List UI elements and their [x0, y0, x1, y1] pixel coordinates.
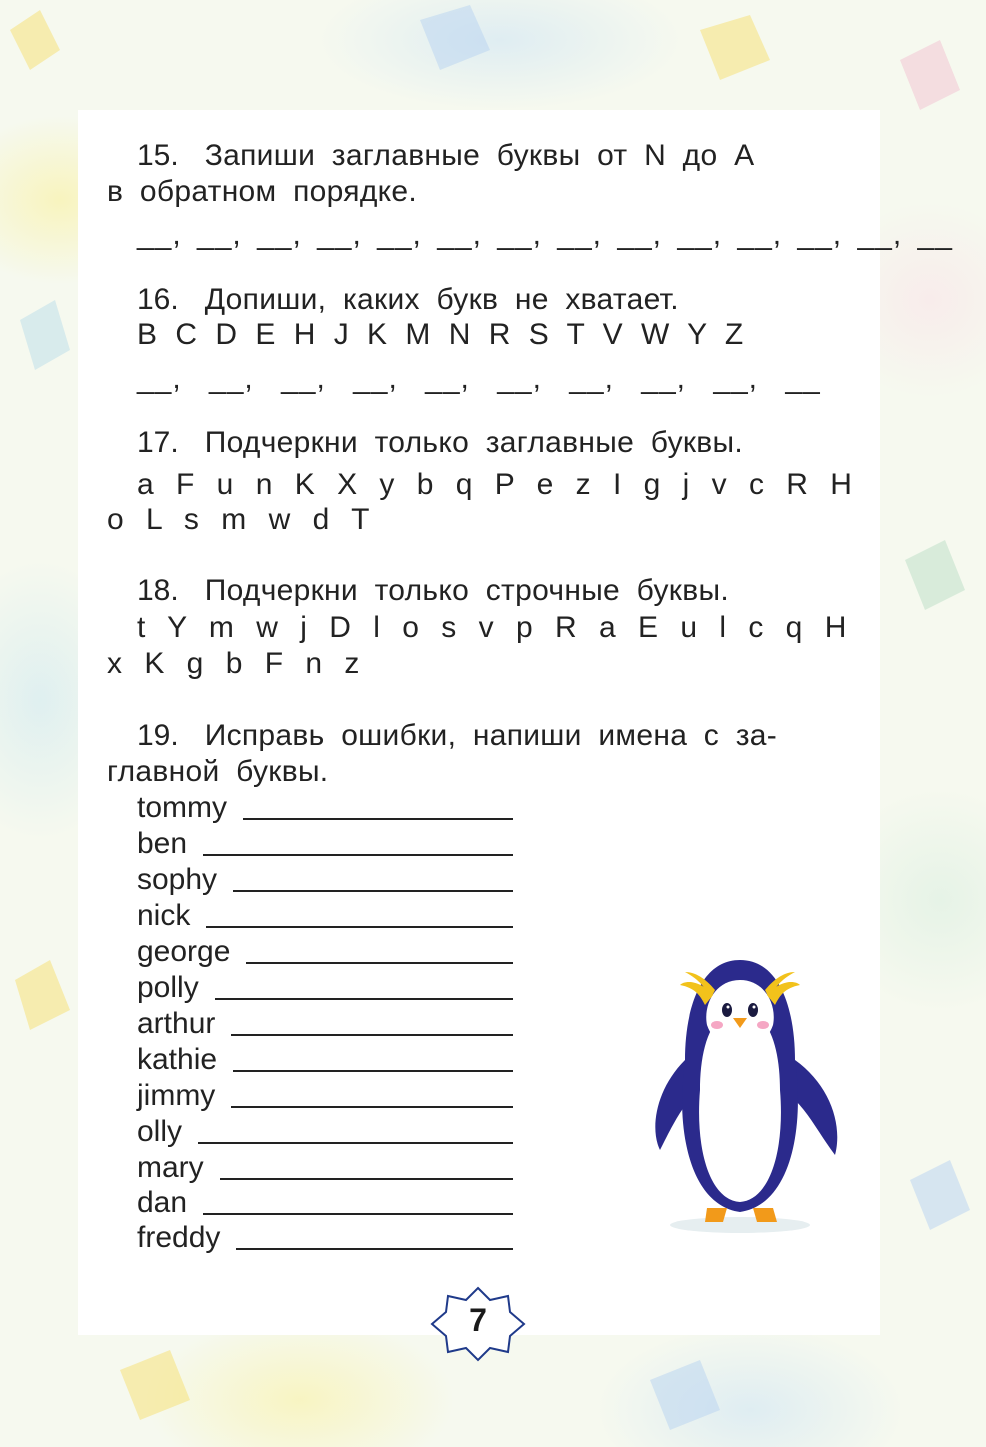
- task-16-letters: B C D E H J K M N R S T V W Y Z: [137, 318, 744, 351]
- task-18-number: 18.: [137, 574, 179, 607]
- name-label: dan: [137, 1186, 188, 1219]
- answer-line[interactable]: [198, 1142, 513, 1144]
- task-18-instruction: [107, 573, 852, 609]
- name-row: [137, 862, 513, 896]
- task-19-text-line1: Исправь ошибки, напиши имена с за-: [204, 719, 778, 752]
- answer-line[interactable]: [206, 926, 513, 928]
- name-row: [137, 1185, 513, 1219]
- task-18-letters-line2[interactable]: x K g b F n z: [107, 647, 360, 680]
- name-row: [137, 826, 513, 860]
- task-17-number: 17.: [137, 426, 179, 459]
- task-17-instruction: [107, 425, 852, 461]
- name-row: [137, 1042, 513, 1076]
- answer-line[interactable]: [203, 854, 513, 856]
- name-label: ben: [137, 827, 188, 860]
- name-row: [137, 1220, 513, 1254]
- name-row: [137, 934, 513, 968]
- task-18-text: Подчеркни только строчные буквы.: [204, 574, 729, 607]
- task-16-text: Допиши, каких букв не хватает.: [204, 283, 679, 316]
- page-number: 7: [469, 1302, 487, 1338]
- answer-line[interactable]: [231, 1106, 513, 1108]
- name-label: tommy: [137, 791, 227, 824]
- task-17-text: Подчеркни только заглавные буквы.: [204, 426, 744, 459]
- task-15-answer-blanks[interactable]: __, __, __, __, __, __, __, __, __, __, __, __, __, __: [137, 218, 953, 251]
- name-label: jimmy: [137, 1079, 216, 1112]
- name-label: sophy: [137, 863, 218, 896]
- answer-line[interactable]: [236, 1248, 513, 1250]
- answer-line[interactable]: [220, 1178, 513, 1180]
- task-16-answer-blanks[interactable]: __, __, __, __, __, __, __, __, __, __: [137, 362, 821, 395]
- name-label: george: [137, 935, 231, 968]
- answer-line[interactable]: [246, 962, 513, 964]
- task-18-letters-line1[interactable]: t Y m w j D l o s v p R a E u l c q H: [137, 611, 847, 644]
- task-15-instruction: [107, 138, 852, 210]
- name-label: freddy: [137, 1221, 221, 1254]
- task-16-number: 16.: [137, 283, 179, 316]
- task-17-letters-line1[interactable]: a F u n K X y b q P e z I g j v c R H: [137, 468, 852, 501]
- task-15-number: 15.: [137, 139, 179, 172]
- task-19-text-line2: главной буквы.: [107, 755, 329, 788]
- name-label: nick: [137, 899, 191, 932]
- answer-line[interactable]: [243, 818, 513, 820]
- name-row: [137, 970, 513, 1004]
- task-19-number: 19.: [137, 719, 179, 752]
- name-row: [137, 790, 513, 824]
- name-row: [137, 1006, 513, 1040]
- name-row: [137, 1114, 513, 1148]
- task-17-letters-line2[interactable]: o L s m w d T: [107, 503, 370, 536]
- name-row: [137, 1150, 513, 1184]
- answer-line[interactable]: [231, 1034, 513, 1036]
- answer-line[interactable]: [215, 998, 513, 1000]
- answer-line[interactable]: [233, 1070, 513, 1072]
- task-15-text-line2: в обратном порядке.: [107, 175, 418, 208]
- task-16-instruction: [107, 282, 852, 318]
- name-label: polly: [137, 971, 199, 1004]
- answer-line[interactable]: [203, 1213, 513, 1215]
- name-label: kathie: [137, 1043, 218, 1076]
- task-15-text-line1: Запиши заглавные буквы от N до A: [204, 139, 755, 172]
- penguin-illustration: [645, 950, 845, 1240]
- name-label: arthur: [137, 1007, 216, 1040]
- name-row: [137, 898, 513, 932]
- name-label: olly: [137, 1115, 183, 1148]
- name-label: mary: [137, 1151, 204, 1184]
- name-row: [137, 1078, 513, 1112]
- task-19-instruction: [107, 718, 852, 790]
- answer-line[interactable]: [233, 890, 513, 892]
